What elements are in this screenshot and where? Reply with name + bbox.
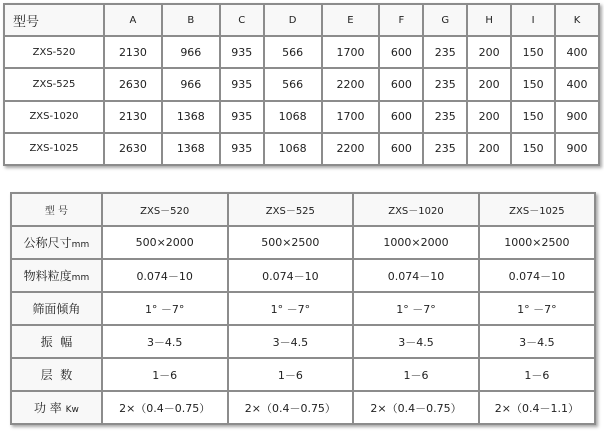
table-cell: 2130 <box>105 37 161 67</box>
table-cell: 1368 <box>163 134 219 164</box>
model-column-header: ZXS－520 <box>103 194 227 225</box>
table-cell: 1700 <box>323 102 379 132</box>
spec-label <box>12 392 101 423</box>
table-cell: 1－6 <box>354 359 478 390</box>
table-cell: 0.074－10 <box>103 260 227 291</box>
table-cell: 200 <box>468 102 510 132</box>
table-cell: 1° －7° <box>354 293 478 324</box>
spec-label <box>12 359 101 390</box>
table-cell: 0.074－10 <box>229 260 353 291</box>
spec-unit: mm <box>71 273 90 283</box>
table-cell: 966 <box>163 37 219 67</box>
table-cell: 200 <box>468 134 510 164</box>
spec-row-screen-angle <box>12 293 594 324</box>
spec-label <box>12 293 101 324</box>
table-cell: 200 <box>468 69 510 99</box>
model-column-header: ZXS－525 <box>229 194 353 225</box>
table-cell: 600 <box>380 37 422 67</box>
table-cell: 900 <box>556 102 598 132</box>
spec-row-particle-size <box>12 260 594 291</box>
table-cell: 150 <box>512 134 554 164</box>
spec-label-text: 功 率 <box>33 401 62 415</box>
column-header-k: K <box>556 5 598 35</box>
model-cell: ZXS-520 <box>5 37 103 67</box>
dimensions-table <box>3 3 600 166</box>
table-cell: 2×（0.4－0.75） <box>354 392 478 423</box>
table-cell: 600 <box>380 102 422 132</box>
spec-label-text: 振 幅 <box>40 335 73 349</box>
table-cell: 150 <box>512 69 554 99</box>
table-cell: 235 <box>424 69 466 99</box>
spec-label <box>12 260 101 291</box>
spec-unit: mm <box>71 240 90 250</box>
column-header-c: C <box>221 5 263 35</box>
specifications-table <box>10 192 596 425</box>
table-cell: 900 <box>556 134 598 164</box>
table-cell: 2630 <box>105 69 161 99</box>
table-cell: 3－4.5 <box>354 326 478 357</box>
model-row-header: 型 号 <box>12 194 101 225</box>
table-cell: 935 <box>221 102 263 132</box>
table-cell: 400 <box>556 37 598 67</box>
table-cell: 2200 <box>323 134 379 164</box>
spec-row-power <box>12 392 594 423</box>
table-cell: 150 <box>512 37 554 67</box>
table-cell: 3－4.5 <box>480 326 594 357</box>
column-header-g: G <box>424 5 466 35</box>
table-cell: 2200 <box>323 69 379 99</box>
model-cell: ZXS-1025 <box>5 134 103 164</box>
table-cell: 0.074－10 <box>354 260 478 291</box>
column-header-h: H <box>468 5 510 35</box>
table-cell: 150 <box>512 102 554 132</box>
table-cell: 1－6 <box>480 359 594 390</box>
column-header-a: A <box>105 5 161 35</box>
model-cell: ZXS-525 <box>5 69 103 99</box>
column-header-b: B <box>163 5 219 35</box>
table-cell: 1000×2000 <box>354 227 478 258</box>
spec-label-text: 物料粒度 <box>23 269 72 283</box>
table-cell: 200 <box>468 37 510 67</box>
spec-row-nominal-size <box>12 227 594 258</box>
table-cell: 2×（0.4－0.75） <box>103 392 227 423</box>
table-cell: 2×（0.4－1.1） <box>480 392 594 423</box>
table-row <box>5 134 598 164</box>
table-cell: 235 <box>424 37 466 67</box>
table-row <box>5 37 598 67</box>
table-row <box>5 102 598 132</box>
spec-unit: Kw <box>65 405 79 415</box>
table-cell: 2630 <box>105 134 161 164</box>
table-cell: 600 <box>380 134 422 164</box>
table-cell: 935 <box>221 69 263 99</box>
spec-label <box>12 227 101 258</box>
table-cell: 500×2500 <box>229 227 353 258</box>
table-cell: 0.074－10 <box>480 260 594 291</box>
spec-label-text: 筛面倾角 <box>32 302 81 316</box>
model-column-header: ZXS－1025 <box>480 194 594 225</box>
model-column-header: 型号 <box>5 5 103 35</box>
table-cell: 566 <box>265 37 321 67</box>
spec-label-text: 层 数 <box>40 368 73 382</box>
table-cell: 3－4.5 <box>229 326 353 357</box>
table-cell: 935 <box>221 37 263 67</box>
dimensions-header-row <box>5 5 598 35</box>
table-cell: 500×2000 <box>103 227 227 258</box>
table-cell: 566 <box>265 69 321 99</box>
column-header-e: E <box>323 5 379 35</box>
spec-label <box>12 326 101 357</box>
table-cell: 1° －7° <box>229 293 353 324</box>
model-cell: ZXS-1020 <box>5 102 103 132</box>
model-column-header: ZXS－1020 <box>354 194 478 225</box>
table-cell: 400 <box>556 69 598 99</box>
table-cell: 935 <box>221 134 263 164</box>
table-cell: 1000×2500 <box>480 227 594 258</box>
table-cell: 1368 <box>163 102 219 132</box>
table-cell: 1068 <box>265 134 321 164</box>
table-cell: 1700 <box>323 37 379 67</box>
table-cell: 2×（0.4－0.75） <box>229 392 353 423</box>
column-header-f: F <box>380 5 422 35</box>
table-cell: 600 <box>380 69 422 99</box>
column-header-i: I <box>512 5 554 35</box>
table-cell: 1° －7° <box>103 293 227 324</box>
spec-row-amplitude <box>12 326 594 357</box>
specifications-header-row <box>12 194 594 225</box>
spec-row-layers <box>12 359 594 390</box>
table-cell: 235 <box>424 134 466 164</box>
table-row <box>5 69 598 99</box>
table-cell: 3－4.5 <box>103 326 227 357</box>
table-cell: 1－6 <box>103 359 227 390</box>
table-cell: 2130 <box>105 102 161 132</box>
table-cell: 966 <box>163 69 219 99</box>
column-header-d: D <box>265 5 321 35</box>
table-cell: 1068 <box>265 102 321 132</box>
table-cell: 1－6 <box>229 359 353 390</box>
table-cell: 235 <box>424 102 466 132</box>
spec-label-text: 公称尺寸 <box>23 236 72 250</box>
table-cell: 1° －7° <box>480 293 594 324</box>
